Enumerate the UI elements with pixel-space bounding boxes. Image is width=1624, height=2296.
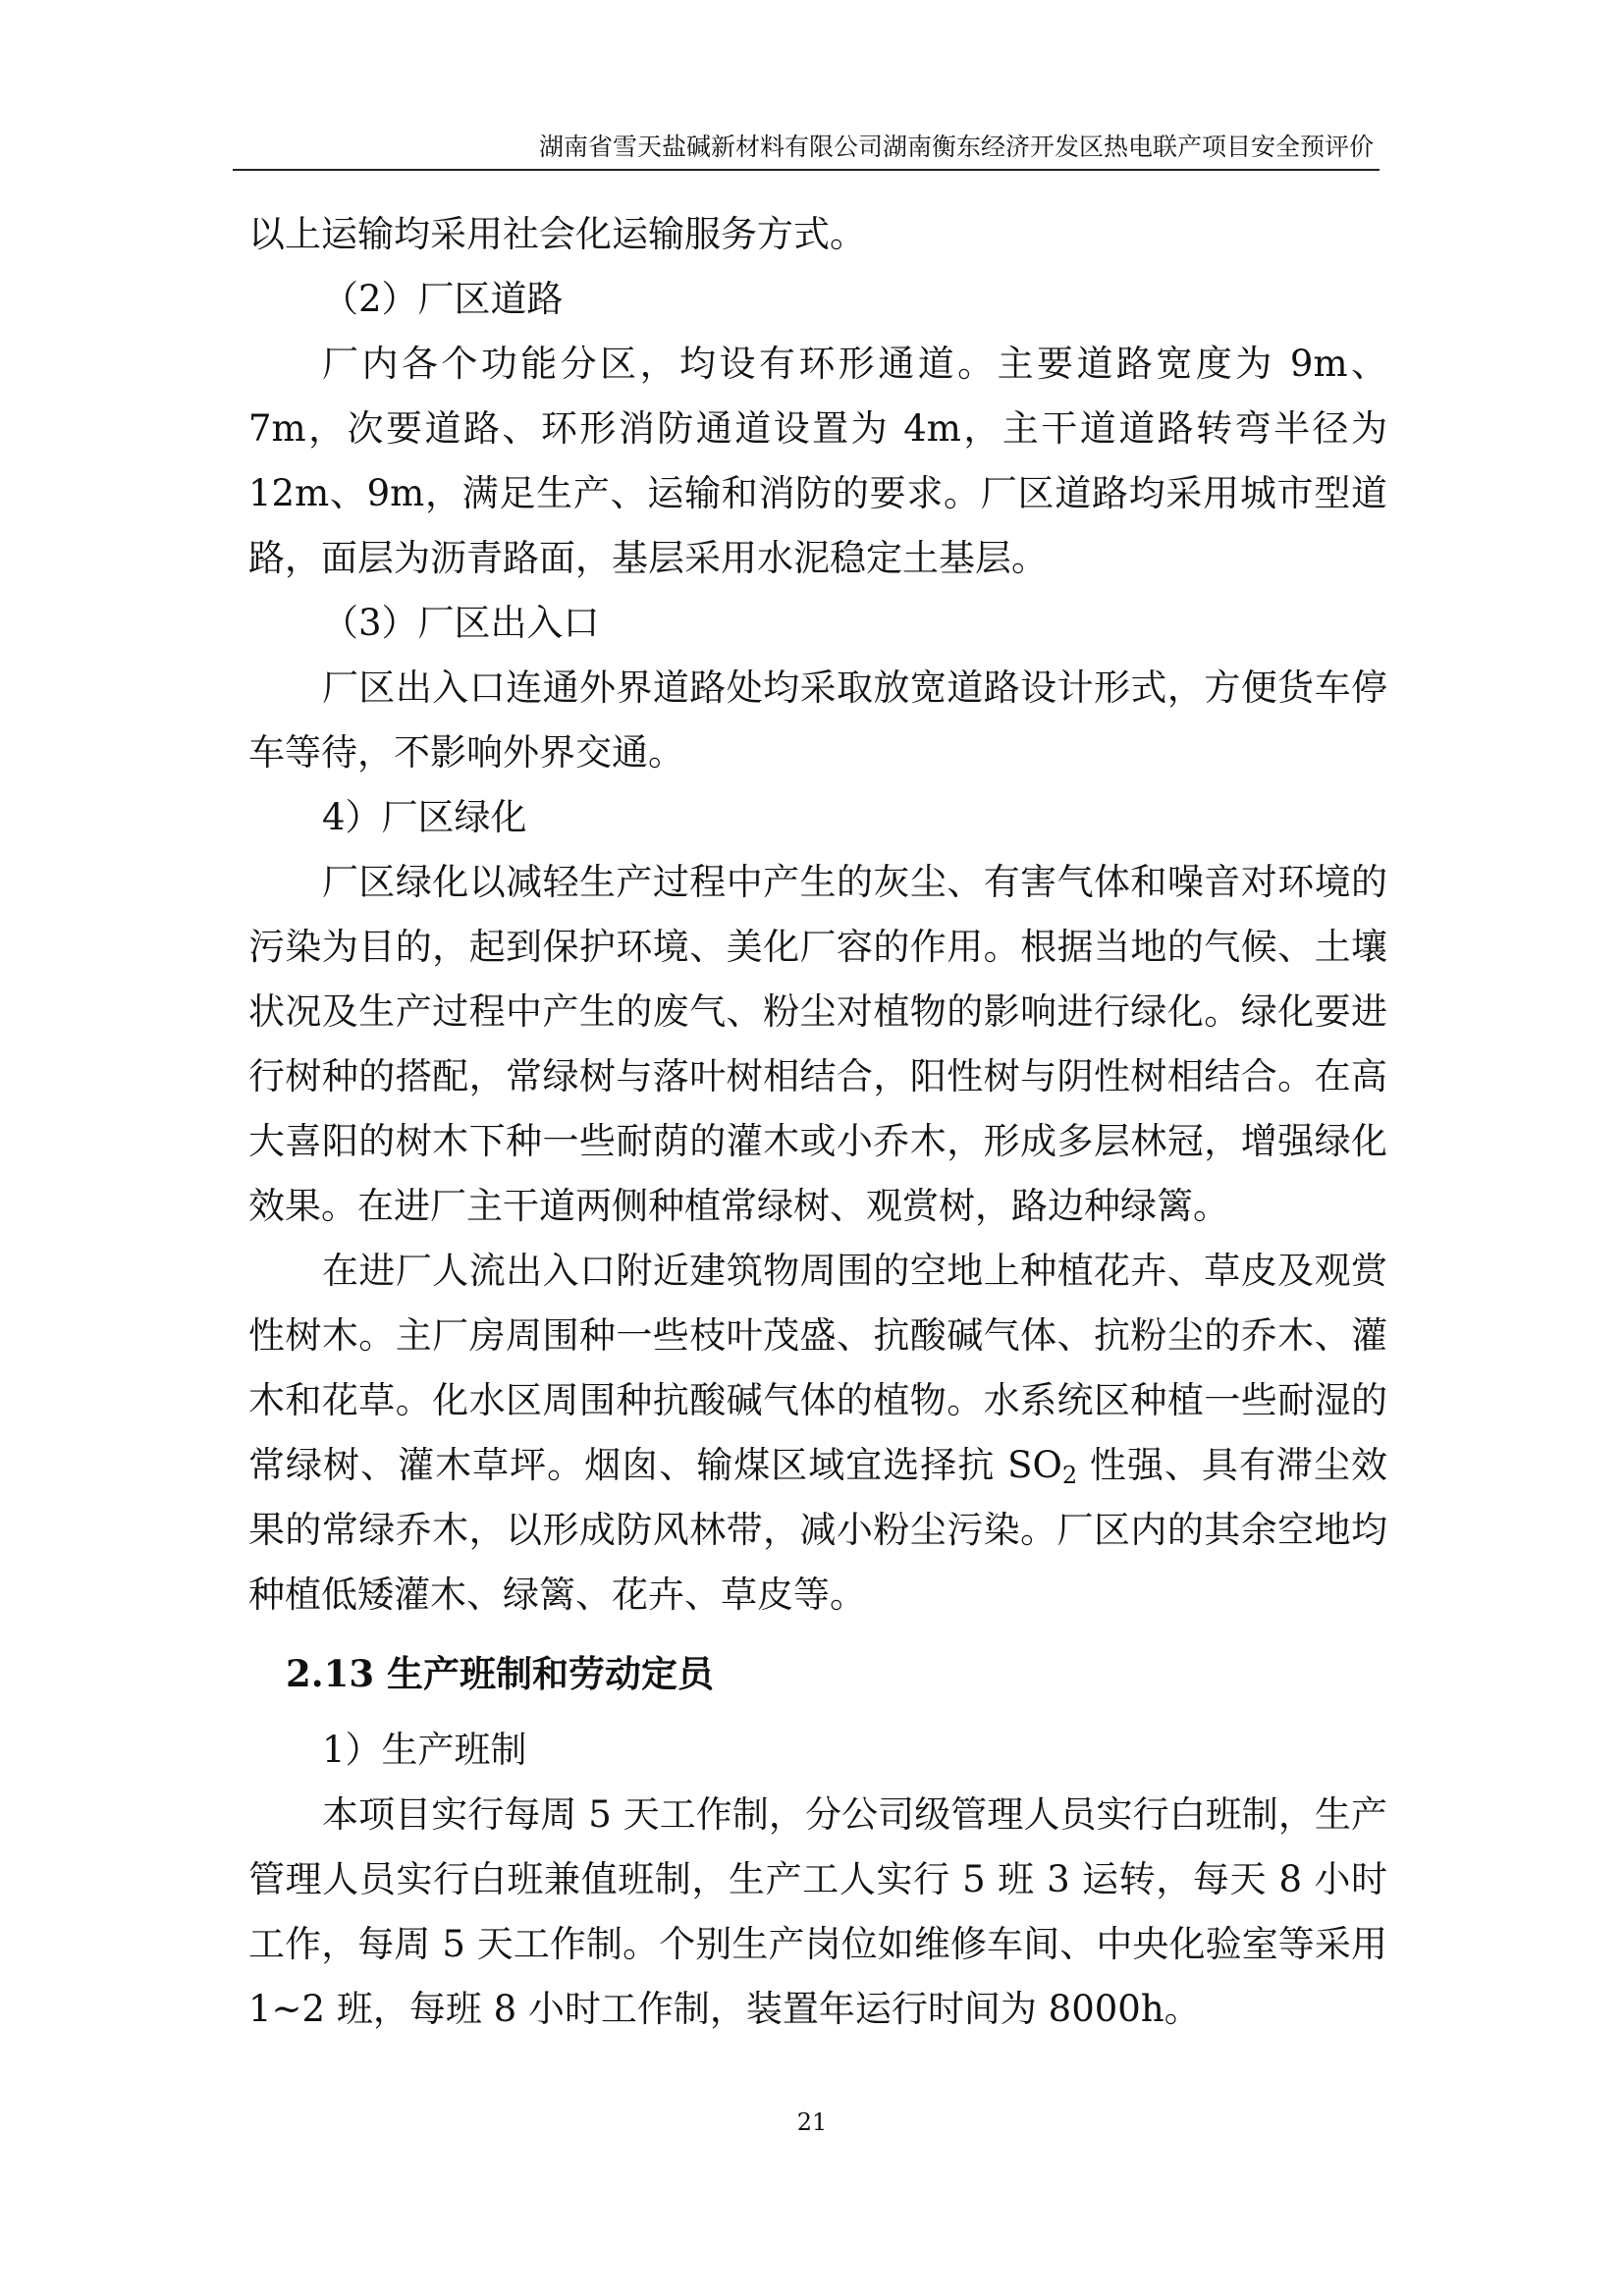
header-title: 湖南省雪天盐碱新材料有限公司湖南衡东经济开发区热电联产项目安全预评价 xyxy=(538,133,1374,161)
greening-2-text-b: 性强、具有滞尘效果的常绿乔木，以形成防风林带，减小粉尘污染。厂区内的其余空地均种植低矮灌木、绿篱、花卉、草皮等。 xyxy=(248,1444,1387,1616)
subheading-entrance: （3）厂区出入口 xyxy=(322,602,600,644)
so2-subscript: 2 xyxy=(1061,1462,1078,1489)
subheading-roads: （2）厂区道路 xyxy=(322,278,564,320)
subheading-greening: 4）厂区绿化 xyxy=(322,796,527,838)
section-heading xyxy=(286,1641,1387,1706)
document-body xyxy=(248,202,1387,2042)
section-title: 生产班制和劳动定员 xyxy=(387,1652,715,1695)
greening-2-text-a: 在进厂人流出入口附近建筑物周围的空地上种植花卉、草皮及观赏性树木。主厂房周围种一些枝叶茂盛、抗酸碱气体、抗粉尘的乔木、灌木和花草。化水区周围种抗酸碱气体的植物。水系统区种植一些耐湿的常绿树、灌木草坪。烟囱、输煤区域宜选择抗 SO xyxy=(248,1250,1387,1486)
paragraph-roads: 厂内各个功能分区，均设有环形通道。主要道路宽度为 9m、7m，次要道路、环形消防通道设置为 4m，主干道道路转弯半径为 12m、9m，满足生产、运输和消防的要求。厂区道路均采用城市型道路，面层为沥青路面，基层采用水泥稳定土基层。 xyxy=(248,343,1387,579)
paragraph-greening-1: 厂区绿化以减轻生产过程中产生的灰尘、有害气体和噪音对环境的污染为目的，起到保护环境、美化厂容的作用。根据当地的气候、土壤状况及生产过程中产生的废气、粉尘对植物的影响进行绿化。绿化要进行树种的搭配，常绿树与落叶树相结合，阳性树与阴性树相结合。在高大喜阳的树木下种一些耐荫的灌木或小乔木，形成多层林冠，增强绿化效果。在进厂主干道两侧种植常绿树、观赏树，路边种绿篱。 xyxy=(248,861,1387,1227)
paragraph-entrance: 厂区出入口连通外界道路处均采取放宽道路设计形式，方便货车停车等待，不影响外界交通。 xyxy=(248,667,1387,774)
paragraph-shift: 本项目实行每周 5 天工作制，分公司级管理人员实行白班制，生产管理人员实行白班兼值班制，生产工人实行 5 班 3 运转，每天 8 小时工作，每周 5 天工作制。个别生产岗位如维修车间、中央化验室等采用 1~2 班，每班 8 小时工作制，装置年运行时间为 8000h。 xyxy=(248,1793,1387,2030)
paragraph-transport-mode: 以上运输均采用社会化运输服务方式。 xyxy=(248,213,866,255)
page-header xyxy=(233,126,1380,171)
paragraph-greening-2 xyxy=(248,1239,1387,1628)
page-number: 21 xyxy=(796,2109,828,2136)
section-number: 2.13 xyxy=(286,1652,375,1695)
subheading-shift: 1）生产班制 xyxy=(322,1729,527,1771)
